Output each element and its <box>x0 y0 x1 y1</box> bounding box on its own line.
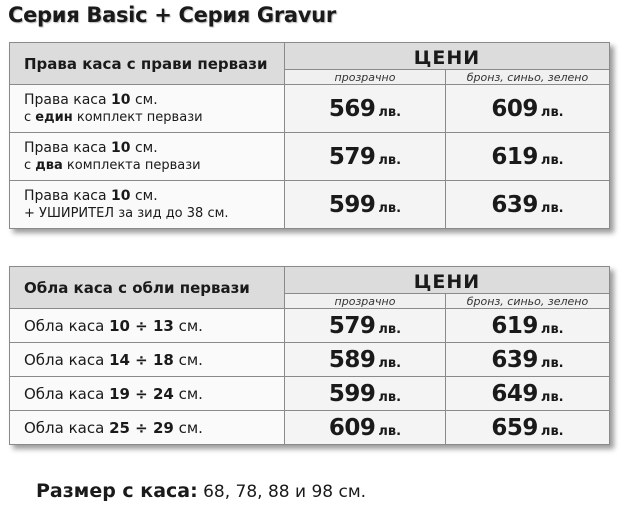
label-text: комплект первази <box>72 109 203 125</box>
label-text: Права каса <box>24 187 112 204</box>
price-value: 589 <box>328 346 376 373</box>
label-text: см. <box>173 350 203 369</box>
price-value: 609 <box>328 414 376 441</box>
sub-header-clear: прозрачно <box>285 294 446 309</box>
currency: лв. <box>540 200 564 216</box>
label-text: с <box>24 109 36 125</box>
label-text: Обла каса <box>24 316 110 335</box>
price-clear <box>285 343 446 377</box>
price-colored <box>446 377 610 411</box>
currency: лв. <box>540 104 564 120</box>
label-bold: 10 <box>111 139 131 156</box>
currency: лв. <box>540 152 564 168</box>
price-value: 609 <box>491 95 538 122</box>
table-row <box>10 309 610 343</box>
label-text: Обла каса <box>24 384 110 403</box>
row-label <box>10 377 285 411</box>
currency: лв. <box>378 200 402 216</box>
currency: лв. <box>540 321 564 337</box>
label-text: см. <box>173 418 203 437</box>
label-bold: 10 <box>111 187 131 204</box>
price-clear <box>285 411 446 445</box>
label-text: Обла каса <box>24 350 110 369</box>
price-colored <box>446 411 610 445</box>
label-text: Обла каса <box>24 418 110 437</box>
table-row <box>10 411 610 445</box>
price-clear <box>285 85 446 133</box>
price-clear <box>285 309 446 343</box>
frame-size-value: 68, 78, 88 и 98 см. <box>203 482 367 502</box>
label-text: см. <box>173 384 203 403</box>
price-clear <box>285 133 446 181</box>
label-bold: 10 ÷ 13 <box>109 316 174 335</box>
currency: лв. <box>378 104 402 120</box>
price-colored <box>446 133 610 181</box>
row-label <box>10 309 285 343</box>
price-value: 649 <box>491 380 538 407</box>
label-text: см. <box>130 187 158 204</box>
price-value: 579 <box>328 312 376 339</box>
price-clear <box>285 377 446 411</box>
price-value: 599 <box>328 380 376 407</box>
price-value: 639 <box>491 191 538 218</box>
label-text: Права каса <box>24 139 112 156</box>
sub-header-clear: прозрачно <box>285 70 446 85</box>
category-header: Обла каса с обли первази <box>10 267 285 309</box>
label-text: комплекта первази <box>62 157 201 173</box>
label-text: см. <box>130 91 158 108</box>
price-clear <box>285 181 446 229</box>
row-label <box>10 85 285 133</box>
straight-frame-price-table <box>9 42 610 229</box>
category-header: Права каса с прави первази <box>10 43 285 85</box>
price-colored <box>446 309 610 343</box>
sub-header-colored: бронз, синьо, зелено <box>446 70 610 85</box>
currency: лв. <box>378 423 402 439</box>
price-colored <box>446 343 610 377</box>
price-value: 639 <box>491 346 538 373</box>
price-colored <box>446 181 610 229</box>
label-bold: 10 <box>111 91 131 108</box>
label-bold: 19 ÷ 24 <box>109 384 174 403</box>
row-label <box>10 181 285 229</box>
currency: лв. <box>540 423 564 439</box>
price-value: 619 <box>491 143 538 170</box>
price-value: 569 <box>328 95 376 122</box>
price-value: 599 <box>328 191 376 218</box>
row-label <box>10 343 285 377</box>
sub-header-colored: бронз, синьо, зелено <box>446 294 610 309</box>
currency: лв. <box>540 389 564 405</box>
table-row <box>10 181 610 229</box>
round-frame-price-table <box>9 266 610 445</box>
frame-size-note <box>36 480 366 502</box>
table-row <box>10 343 610 377</box>
row-label <box>10 133 285 181</box>
currency: лв. <box>378 152 402 168</box>
label-text: Права каса <box>24 91 112 108</box>
label-bold: два <box>35 157 63 173</box>
currency: лв. <box>378 389 402 405</box>
label-text: см. <box>130 139 158 156</box>
frame-size-label: Размер с каса: <box>36 480 198 502</box>
price-value: 659 <box>491 414 538 441</box>
table-row <box>10 85 610 133</box>
price-colored <box>446 85 610 133</box>
page-title: Серия Basic + Серия Gravur <box>8 3 336 27</box>
row-label <box>10 411 285 445</box>
currency: лв. <box>540 355 564 371</box>
price-value: 579 <box>328 143 376 170</box>
label-bold: 25 ÷ 29 <box>109 418 174 437</box>
label-text: см. <box>173 316 203 335</box>
label-bold: 14 ÷ 18 <box>109 350 174 369</box>
price-value: 619 <box>491 312 538 339</box>
prices-header: ЦЕНИ <box>285 267 610 294</box>
prices-header: ЦЕНИ <box>285 43 610 70</box>
currency: лв. <box>378 321 402 337</box>
label-text: с <box>24 157 36 173</box>
table-row <box>10 133 610 181</box>
label-bold: един <box>35 109 73 125</box>
currency: лв. <box>378 355 402 371</box>
label-text: + УШИРИТЕЛ за зид до 38 см. <box>24 205 229 221</box>
table-row <box>10 377 610 411</box>
